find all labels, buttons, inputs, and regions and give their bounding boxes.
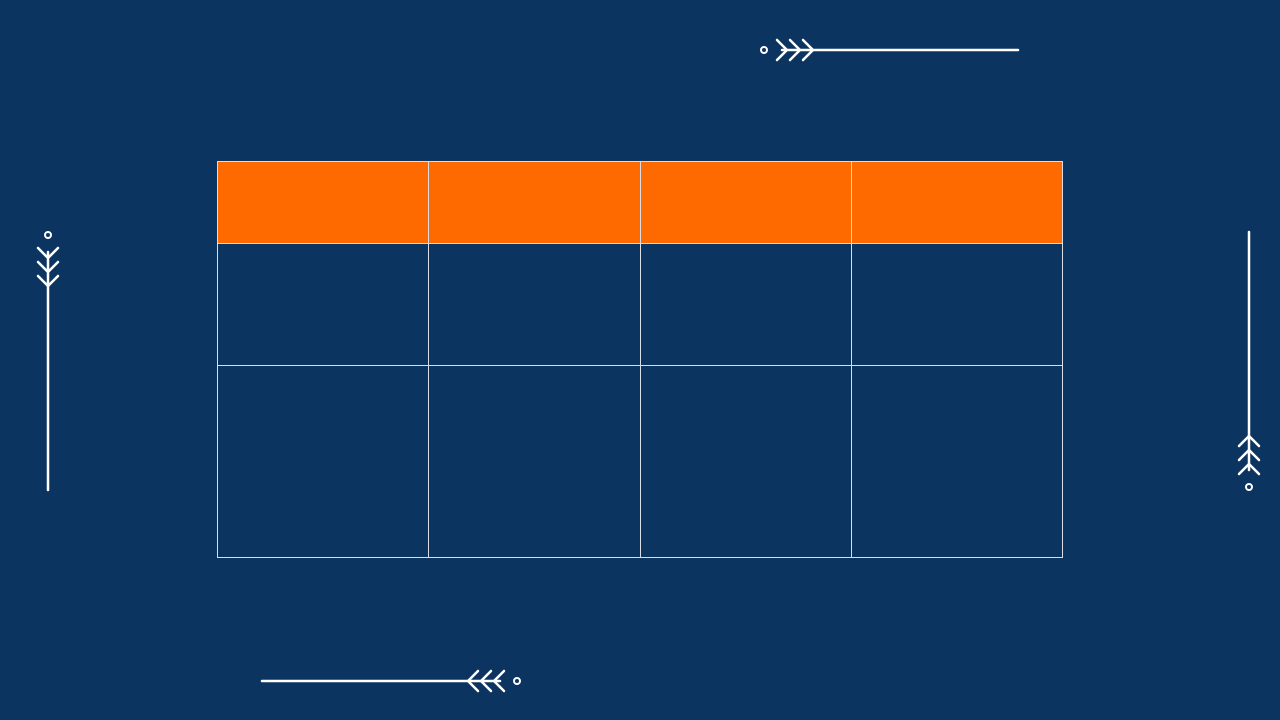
table-header-row	[218, 162, 1063, 244]
table-row	[218, 244, 1063, 366]
cell-holiday	[429, 366, 640, 558]
table-row	[218, 366, 1063, 558]
cell-country	[218, 366, 429, 558]
menorah-icon	[40, 514, 180, 700]
cell-occasion	[640, 366, 851, 558]
header-holiday	[429, 162, 640, 244]
header-country	[218, 162, 429, 244]
cell-country	[218, 244, 429, 366]
arrow-down-icon	[38, 232, 58, 490]
cell-date	[851, 244, 1062, 366]
cell-date	[851, 366, 1062, 558]
header-occasion	[640, 162, 851, 244]
holidays-table	[217, 161, 1063, 558]
arrow-up-icon	[1239, 232, 1259, 490]
arrow-left-icon	[262, 671, 520, 691]
cell-holiday	[429, 244, 640, 366]
arrow-right-icon	[761, 40, 1018, 60]
menorah-icon	[1085, 44, 1225, 230]
header-date	[851, 162, 1062, 244]
cell-occasion	[640, 244, 851, 366]
